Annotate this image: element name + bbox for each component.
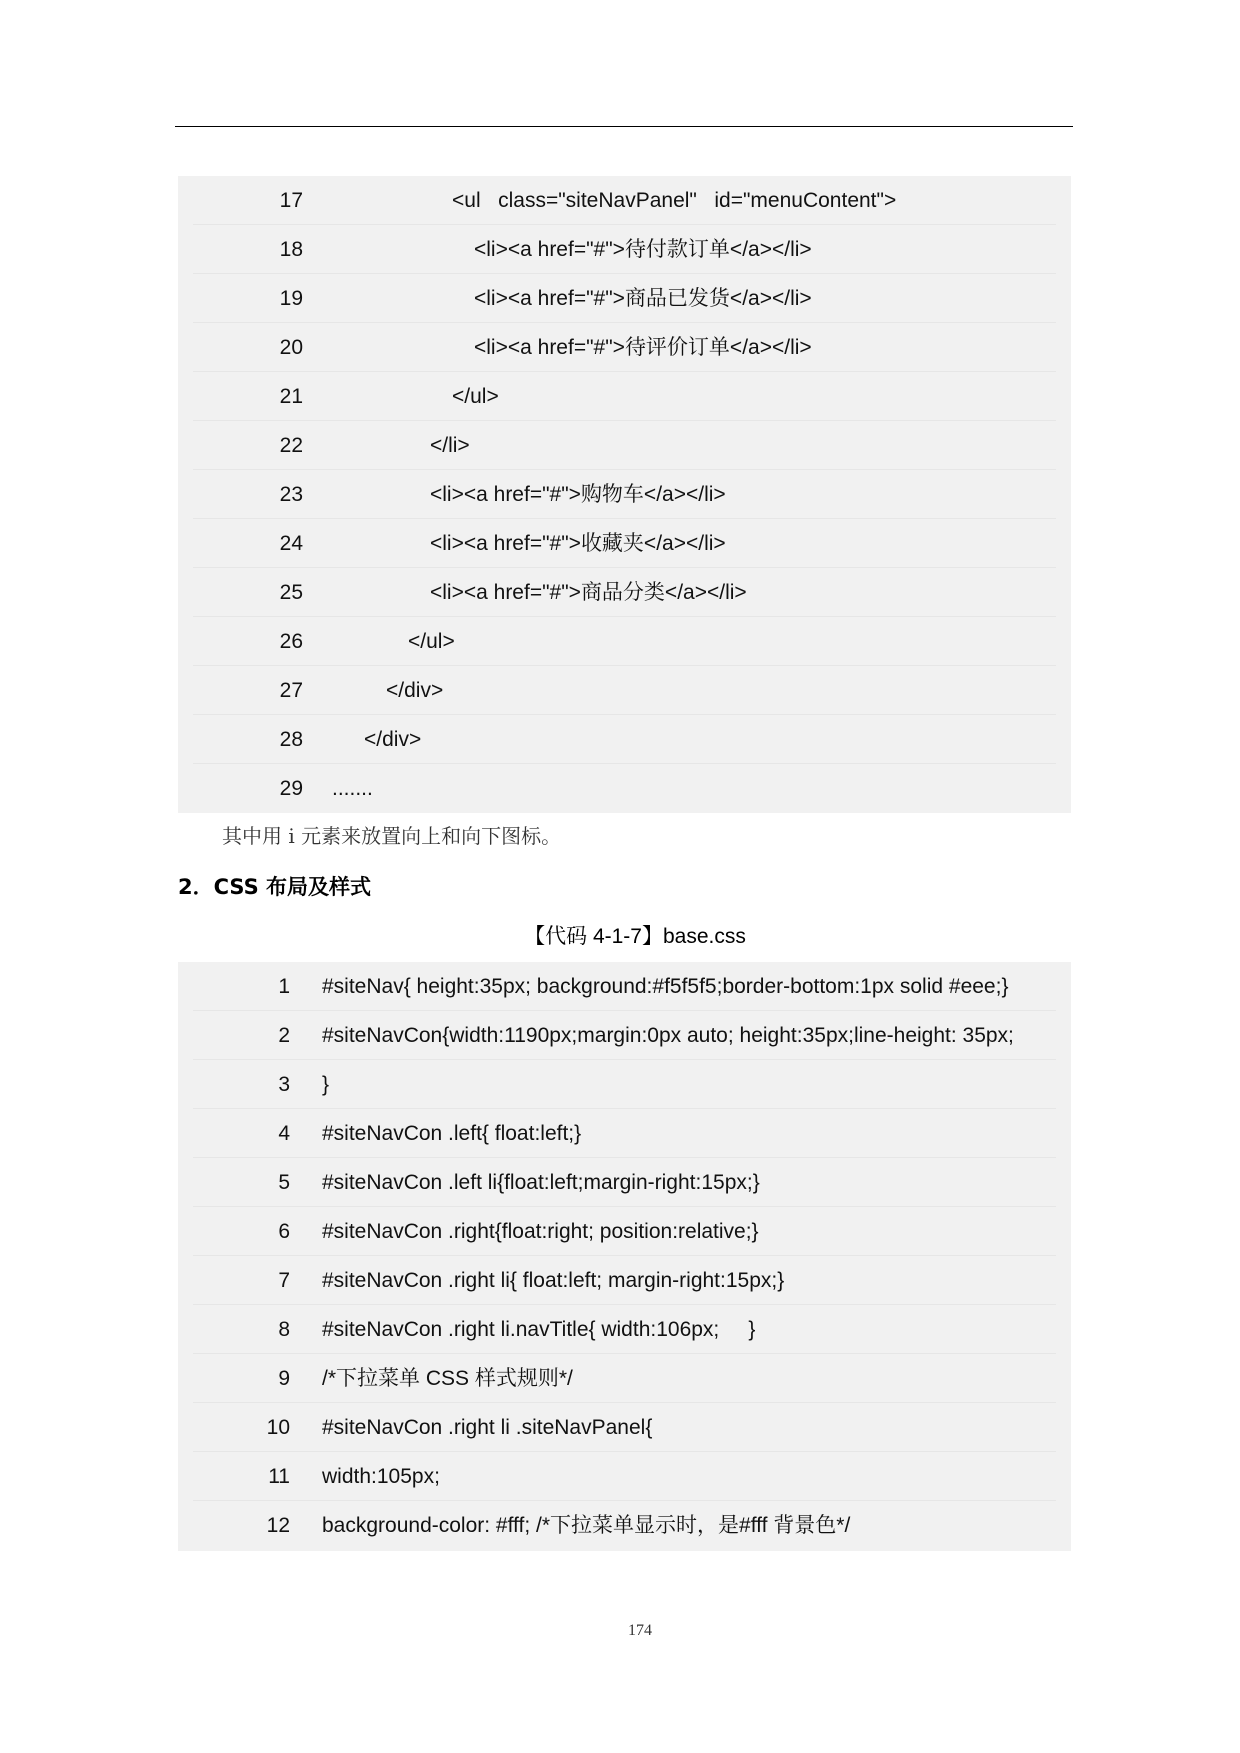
code-line <box>178 666 1071 715</box>
code-text: <ul class="siteNavPanel" id="menuContent"> <box>452 189 897 212</box>
line-number: 6 <box>278 1220 290 1243</box>
line-number: 26 <box>279 630 303 653</box>
code-line <box>178 372 1071 421</box>
code-line <box>178 421 1071 470</box>
code-text: #siteNavCon{width:1190px;margin:0px auto; height:35px;line-height: 35px; <box>322 1024 1014 1047</box>
code-text: #siteNavCon .left li{float:left;margin-right:15px;} <box>322 1171 760 1194</box>
code-line <box>178 1158 1071 1207</box>
line-number: 17 <box>279 189 303 212</box>
line-number: 20 <box>279 336 303 359</box>
line-number: 18 <box>279 238 303 261</box>
code-text: #siteNavCon .right{float:right; position:relative;} <box>322 1220 759 1243</box>
code-line <box>178 715 1071 764</box>
line-number: 28 <box>279 728 303 751</box>
code-line <box>178 1501 1071 1550</box>
code-line <box>178 519 1071 568</box>
code-line <box>178 323 1071 372</box>
code-text: </div> <box>364 728 422 751</box>
code-line <box>178 568 1071 617</box>
line-number: 5 <box>278 1171 290 1194</box>
code-text: <li><a href="#">收藏夹</a></li> <box>430 532 726 555</box>
code-block-css <box>178 962 1071 1551</box>
line-number: 21 <box>279 385 303 408</box>
code-text: </li> <box>430 434 470 457</box>
code-line <box>178 617 1071 666</box>
line-number: 11 <box>268 1465 290 1488</box>
line-number: 23 <box>279 483 303 506</box>
line-number: 10 <box>266 1416 290 1439</box>
section-heading: 2．CSS 布局及样式 <box>178 875 372 899</box>
line-number: 19 <box>279 287 303 310</box>
code-text: #siteNavCon .left{ float:left;} <box>322 1122 582 1145</box>
code-text: /*下拉菜单 CSS 样式规则*/ <box>322 1367 573 1390</box>
code-caption: 【代码 4-1-7】base.css <box>524 925 746 948</box>
code-line <box>178 962 1071 1011</box>
line-number: 9 <box>278 1367 290 1390</box>
code-text: background-color: #fff; /*下拉菜单显示时，是#fff 背景色*/ <box>322 1514 851 1537</box>
code-text: #siteNavCon .right li.navTitle{ width:106px; } <box>322 1318 756 1341</box>
line-number: 22 <box>279 434 303 457</box>
code-line <box>178 470 1071 519</box>
code-line <box>178 1011 1071 1060</box>
code-line <box>178 274 1071 323</box>
code-line <box>178 1403 1071 1452</box>
line-number: 3 <box>278 1073 290 1096</box>
code-text: <li><a href="#">购物车</a></li> <box>430 483 726 506</box>
line-number: 1 <box>278 975 290 998</box>
code-block-html <box>178 176 1071 813</box>
code-line <box>178 1109 1071 1158</box>
line-number: 7 <box>278 1269 290 1292</box>
body-paragraph: 其中用 i 元素来放置向上和向下图标。 <box>222 824 562 848</box>
code-line <box>178 176 1071 225</box>
code-text: <li><a href="#">商品已发货</a></li> <box>474 287 812 310</box>
code-text: </ul> <box>452 385 499 408</box>
code-text: <li><a href="#">待付款订单</a></li> <box>474 238 812 261</box>
header-rule <box>175 126 1073 127</box>
code-text: </div> <box>386 679 444 702</box>
line-number: 24 <box>279 532 303 555</box>
code-text: <li><a href="#">商品分类</a></li> <box>430 581 747 604</box>
code-text: ....... <box>332 777 373 800</box>
line-number: 27 <box>279 679 303 702</box>
code-text: #siteNavCon .right li{ float:left; margin-right:15px;} <box>322 1269 785 1292</box>
line-number: 25 <box>279 581 303 604</box>
code-line <box>178 1354 1071 1403</box>
code-text: } <box>322 1073 330 1096</box>
code-text: width:105px; <box>322 1465 440 1488</box>
code-text: <li><a href="#">待评价订单</a></li> <box>474 336 812 359</box>
code-line <box>178 225 1071 274</box>
page-number: 174 <box>628 1622 652 1639</box>
code-text: </ul> <box>408 630 455 653</box>
code-line <box>178 1060 1071 1109</box>
code-line <box>178 1452 1071 1501</box>
line-number: 8 <box>278 1318 290 1341</box>
line-number: 2 <box>278 1024 290 1047</box>
code-line <box>178 1207 1071 1256</box>
code-text: #siteNavCon .right li .siteNavPanel{ <box>322 1416 653 1439</box>
code-line <box>178 764 1071 813</box>
code-line <box>178 1256 1071 1305</box>
line-number: 29 <box>279 777 303 800</box>
line-number: 12 <box>266 1514 290 1537</box>
code-text: #siteNav{ height:35px; background:#f5f5f5;border-bottom:1px solid #eee;} <box>322 975 1009 998</box>
line-number: 4 <box>278 1122 290 1145</box>
code-line <box>178 1305 1071 1354</box>
